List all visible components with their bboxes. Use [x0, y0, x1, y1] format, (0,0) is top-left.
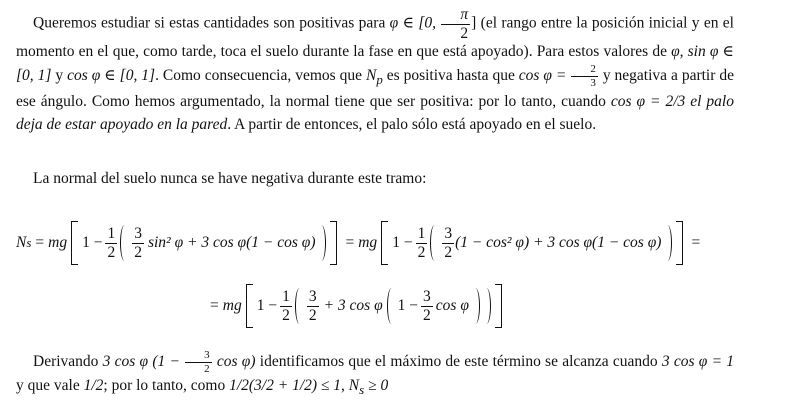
paragraph-1: Queremos estudiar si estas cantidades son positivas para φ ∈ [0, $\frac{\pi}{2}$ ] (el rango entre la posición inicial y en el momento en el que, como tarde, toca el suelo durante la fase en que está apoyado). Para estos valores de φ, sin φ ∈ [0, 1] y cos φ ∈ [0, 1]. Como consecuencia, vemos que $N_p$ es positiva hasta que cos φ = $\frac{2}{3}$ y negativa a partir de ese ángulo. Como hemos argumentado, la normal tiene que ser positiva: por lo tanto, cuando cos φ = 2/3 el palo deja de estar apoyado en la pared. A partir de entonces, el palo sólo está apoyado en el suelo. [16, 6, 735, 133]
equation-1: N s = mg 1 − $\frac{1}{2}$ $\frac{3}{2}$ sin² φ + 3 cos φ(1 − cos φ) = mg 1 − $\frac{1}{2}$ $\frac{3}{2}$ (1 − cos² φ) + 3 cos φ(1 − cos φ) = [16, 220, 704, 266]
paragraph-3: Derivando 3 cos φ (1 − $\frac{3}{2}$ cos φ) identificamos que el máximo de este término se alcanza cuando 3 cos φ = 1 y que vale 1/2; por lo tanto, como 1/2(3/2 + 1/2) ≤ 1, $N_s \ge 0$ [16, 349, 735, 398]
paragraph-2: La normal del suelo nunca se have negativa durante este tramo: [33, 170, 427, 187]
equation-2: = mg 1 − $\frac{1}{2}$ $\frac{3}{2}$ + 3 cos φ 1 − $\frac{3}{2}$ cos φ [206, 283, 502, 329]
